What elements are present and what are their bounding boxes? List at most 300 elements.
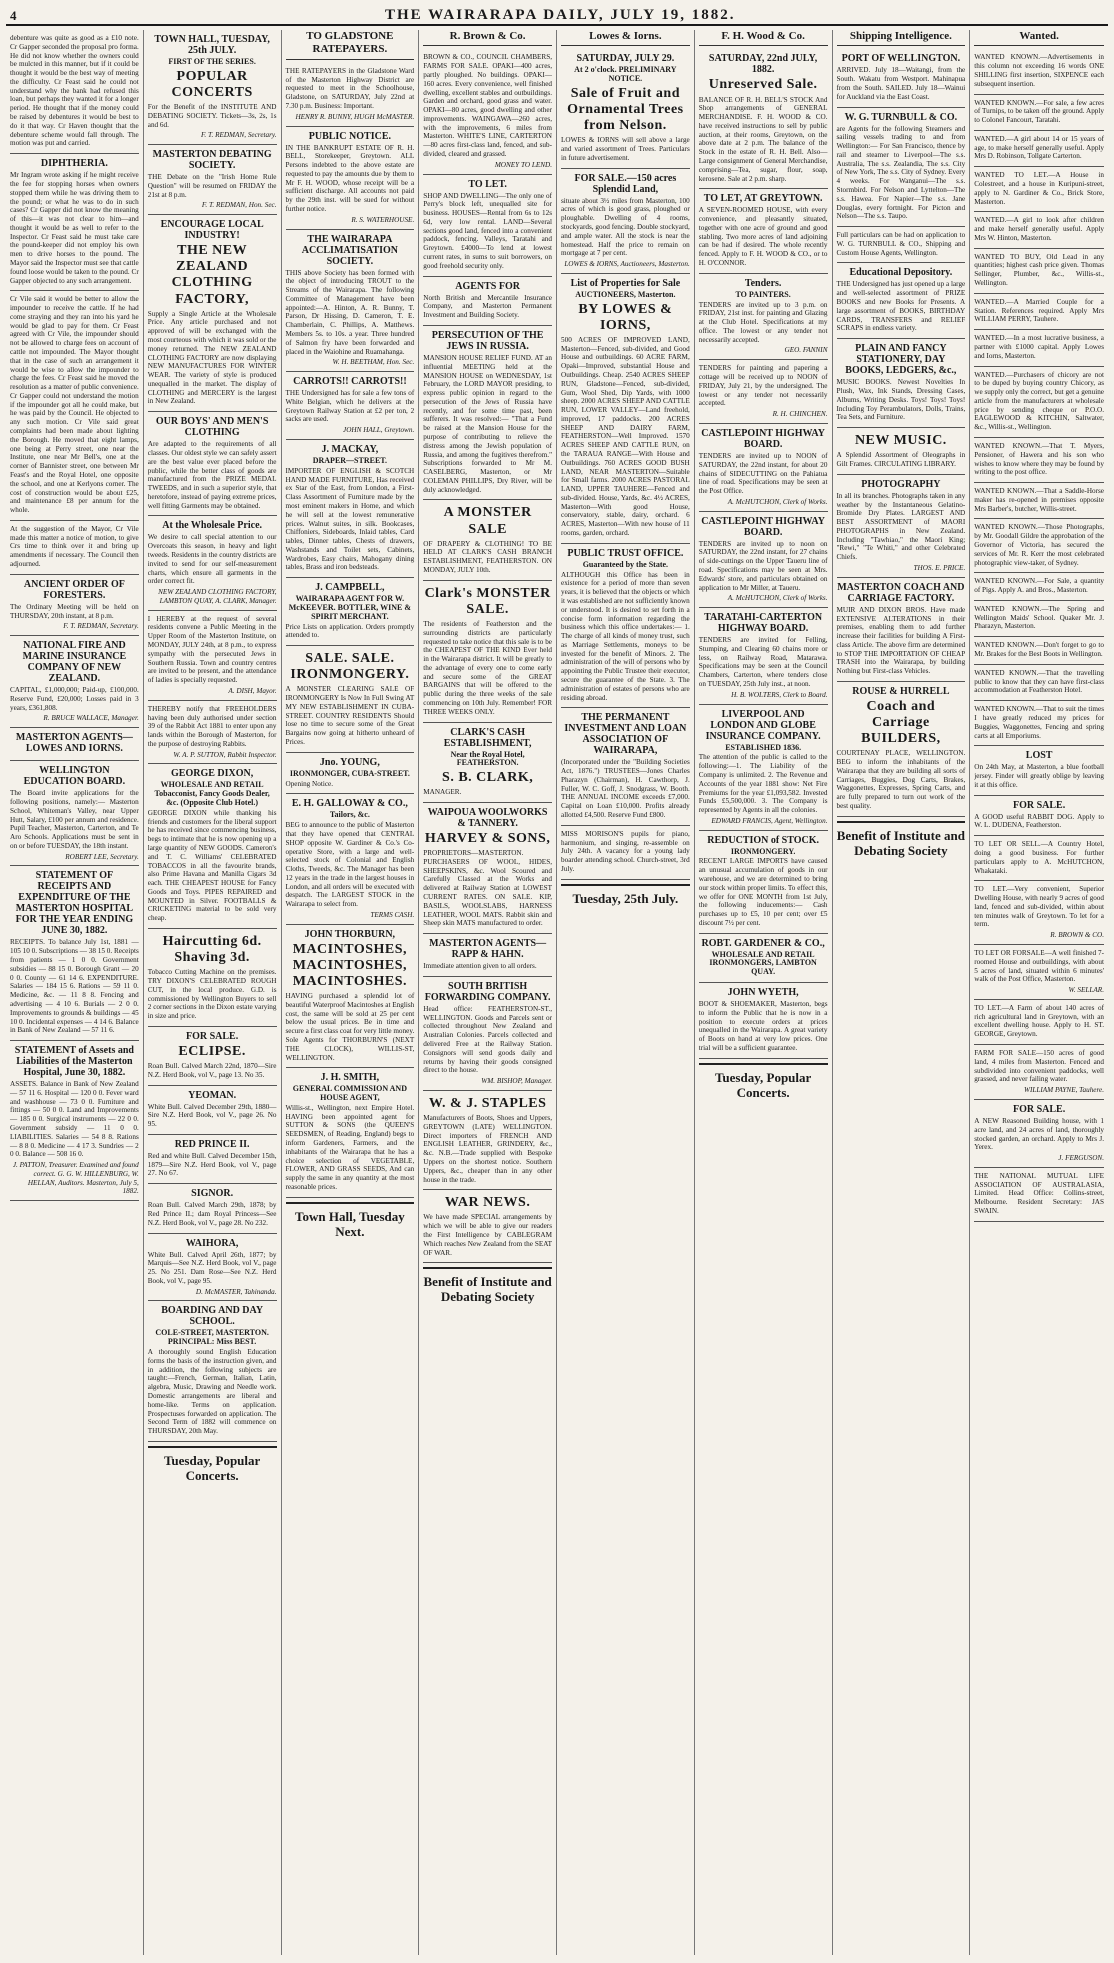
ad-subtitle: At 2 o'clock. PRELIMINARY NOTICE. <box>574 65 677 84</box>
advertisement <box>10 30 139 154</box>
ad-signature: JOHN HALL, Greytown. <box>343 426 415 435</box>
advertisement <box>423 1091 552 1190</box>
advertisement <box>148 215 277 412</box>
advertisement <box>974 483 1104 519</box>
column-4 <box>419 30 557 1955</box>
ad-title: JOHN WYETH, <box>727 987 799 999</box>
ad-body: WANTED KNOWN.—That a Saddle-Horse maker has re-opened in premises opposite Mrs Barber's, butcher, Willis-street. <box>974 487 1104 513</box>
ad-display-line: Unreserved Sale. <box>708 77 818 93</box>
ad-body: SHOP AND DWELLING—The only one of Perry's block left, unequalled site for business. HOUSES—Rental from 6s to 12s 6d, very low rental. LAND—Several sections good land, fenced into a convenient paddock, fencing. Valleys, Taratahi and Greytown. £4000—To lend at lowest current rates, in sums to suit borrowers, on good freehold security only. <box>423 191 552 270</box>
advertisement <box>286 372 415 440</box>
ad-body: ALTHOUGH this Office has been in existence for a period of more than seven years, it is believed that the objects or which it was established are not sufficiently known or understood. It is desired to set forth in a concise form information regarding the business which this office undertakes:— 1. The charge of all kinds of money trust, such as Marriage Settlements, moneys to be invested for the benefit of Minors. 2. The administration of the will of persons who by appointing the Public Trustee their executor, secure the guarantee of the State. 3. The administration of estates of persons who are residing abroad. <box>561 570 690 702</box>
ad-body: A MONSTER CLEARING SALE OF IRONMONGERY Is Now In Full Swing AT MY NEW ESTABLISHMENT IN CUBA-STREET. COUNTRY RESIDENTS Should lose no time to secure some of the Great Bargains now going at hitherto unheard of Prices. <box>285 685 415 747</box>
ad-title: At the Wholesale Price. <box>162 520 263 532</box>
ad-title: CASTLEPOINT HIGHWAY BOARD. <box>701 427 825 450</box>
ad-title: PLAIN AND FANCY STATIONERY, DAY BOOKS, LEDGERS, &c., <box>845 343 957 377</box>
ad-signature: WILLIAM PAYNE, Tauhere. <box>1024 1086 1104 1095</box>
advertisement <box>974 1045 1104 1100</box>
ad-title: FOR SALE.—150 acres Splendid Land, <box>574 172 677 195</box>
advertisement <box>148 701 277 765</box>
ad-body: IMPORTER OF ENGLISH & SCOTCH HAND MADE FURNITURE, Has received ex Star of the East, from London, a First-Class Assortment of Furniture made by the most eminent makers in Home, and which he will sell at the lowest remunerative prices. Walnut suites, in silk. Bookcases, Chiffoniers, Sideboards, Inlaid tables, Card tables, Dinner tables, Chests of drawers, Washstands and Toilet sets, Cabinets, Wardrobes, Easy chairs, Mahogany dining tables, Brass and iron bedsteads. <box>285 466 415 572</box>
ad-body: THIS above Society has been formed with the object of introducing TROUT to the Streams of the Wairarapa. The following Committee of Management have been appointed:—A. Hinton, A. R. Bunny, T. Parson, Dr Hissing, D. Cameron, T. E. Chamberlain, C. Phillips, A. Matthews. Members 5s. to 10s. a year. Three hundred of Salmon fry have been forwarded and placed in the Waiohine and Ruamahanga. <box>285 268 415 356</box>
advertisement <box>10 728 139 761</box>
column-footer-notice: Tuesday, Popular Concerts. <box>148 1446 277 1486</box>
advertisement <box>974 438 1104 483</box>
ad-signature: J. FERGUSON. <box>1058 1154 1104 1163</box>
ad-title: STATEMENT OF RECEIPTS AND EXPENDITURE OF THE MASTERTON HOSPITAL FOR THE YEAR ENDING JUNE 30, 1882. <box>15 870 134 937</box>
ad-title: LIVERPOOL AND LONDON AND GLOBE INSURANCE COMPANY. <box>705 708 821 742</box>
ad-body: (Incorporated under the "Building Societies Act, 1876.") TRUSTEES—Jones Charles Pharazyn (Chairman), H. Cawthorp, J. Fuller, W. C. Goff, J. Snodgrass, W. Booth. THE ANNUAL INCOME exceeds £7,000. Capital on Loan £10,000. Profits already allotted £4,500. Reserve Fund £800. <box>561 758 690 820</box>
ad-body: WANTED.—A girl to look after children and make herself generally useful. Apply Mrs W. Hinton, Masterton. <box>974 216 1104 242</box>
advertisement <box>974 836 1104 881</box>
ad-body: FARM FOR SALE—150 acres of good land, 4 miles from Masterton. Fenced and subdivided into convenient paddocks, well grassed, and never failing water. <box>974 1049 1104 1084</box>
ad-subtitle: WHOLESALE AND RETAIL Tobacconist, Fancy Goods Dealer, &c. (Opposite Club Hotel.) <box>154 780 270 808</box>
ad-body: 500 ACRES OF IMPROVED LAND, Masterton—Fenced, sub-divided, and Good House and outbuildings. 60 ACRE FARM, Opaki—Improved, substantial House and Outbuildings. Cheap. 2540 ACRES SHEEP RUN, Gladstone—Fenced, sub-divided, Gum, Wool Shed, Dip Yards, with 1000 sheep. 2000 ACRES SHEEP AND CATTLE RUN, LOWER VALLEY—Land freehold, improved, 17 paddocks. 200 ACRES SHEEP AND DAIRY FARM, FEATHERSTON—Well Improved. 1570 ACRES SHEEP AND CATTLE RUN, on the TARAUA RANGE—With House and Outbuildings. 760 ACRES GOOD BUSH LAND, NEAR MASTERTON—Suitable for Small farms. 2000 ACRES PASTORAL LAND, UPPER TAUHERE—Fenced and sub-divided. House, Yards, &c. 4½ ACRES, Masterton—With good House, conservatory, stable, dairy, orchard. 6 ACRES, Masterton—With new house of 11 rooms, garden, orchard. <box>561 335 690 538</box>
ad-title: NATIONAL FIRE AND MARINE INSURANCE COMPANY OF NEW ZEALAND. <box>22 640 127 685</box>
advertisement <box>699 705 828 831</box>
ad-body: TENDERS are invited for Felling, Stumping, and Clearing 60 chains more or less, on Railway Road, Matarawa. Specifications may be seen at the Council Chambers, Carterton, where tenders close on TUESDAY, 25th July inst., at noon. <box>698 636 828 689</box>
ad-body: PROPRIETORS—MASTERTON. PURCHASERS OF WOOL, HIDES, SHEEPSKINS, &c. Wool Scoured and Carefully Classed at the Works and delivered at Railway Station at LOWEST CURRENT RATES. ON SALE. KIP, BASILS, WOOLSLABS, HARNESS LEATHER, WOOL MATS. Rabbit skin and Sheep skin MATS manufactured to order. <box>423 849 552 928</box>
ad-body: WANTED TO LET.—A House in Colestreet, and a house in Kuripuni-street, apply to N. Gardiner & Co., Brick Store, Masterton. <box>974 171 1104 206</box>
ad-signature: THOS. E. PRICE. <box>913 563 966 572</box>
ad-subtitle: ESTABLISHED 1836. <box>725 742 802 752</box>
advertisement <box>974 637 1104 665</box>
ad-body: HAVING purchased a splendid lot of beautiful Waterproof Macintoshes at English cost, the same will be sold at 25 per cent below the usual prices. Be in time and secure a first class coat for very little money. Sole Agents for THORBURN'S (NEXT THE CLOCK), WILLIS-ST, WELLINGTON. <box>285 992 415 1062</box>
ad-body: WANTED.—A Married Couple for a Station. References required. Apply Mrs WILLIAM PERRY, Tauhere. <box>974 297 1104 324</box>
advertisement <box>974 796 1104 837</box>
advertisement <box>837 49 966 107</box>
ad-body: WANTED KNOWN.—That T. Myers, Pensioner, of Hawera and his son who wishes to know where they may be found by writing to the post office. <box>974 441 1104 477</box>
ad-body: A NEW Reasoned Building house, with 1 acre land, and 24 acres of land, thoroughly stocked garden, an orchard. Apply to Mrs J. Yerex. <box>974 1116 1104 1152</box>
advertisement <box>699 934 828 983</box>
advertisement <box>423 803 552 934</box>
ad-title: THE WAIRARAPA ACCLIMATISATION SOCIETY. <box>301 233 399 267</box>
ad-body: GEORGE DIXON while thanking his friends and customers for the liberal support he has received since commencing business, begs to intimate that he is now opening up a large quantity of NEW GOODS. Cameron's and T. C. Williams' CELEBRATED TOBACCOS in all the favourite brands, also Prime Havana and Manilla Cigars 3d each. THE CHEAPEST HOUSE for Fancy Goods and Toys. PIPES REPAIRED and MOUNTED in Silver. FOOTBALLS & CRICKETING material to be sold very cheap. <box>147 808 277 923</box>
ad-subtitle: WHOLESALE AND RETAIL IRONMONGERS, LAMBTON QUAY. <box>709 949 817 977</box>
ad-display-line: A MONSTER SALE <box>443 505 532 537</box>
advertisement <box>423 934 552 977</box>
column-footer-notice: Tuesday, Popular Concerts. <box>699 1063 828 1103</box>
ad-title: WAIHORA, <box>185 1237 239 1249</box>
column-heading: R. Brown & Co. <box>423 30 552 46</box>
column-footer-notice: Town Hall, Tuesday Next. <box>286 1202 415 1242</box>
advertisement <box>699 983 828 1059</box>
ad-signature: HENRY R. BUNNY, HUGH McMASTER. <box>295 112 415 121</box>
ad-title: Jno. YOUNG, <box>319 756 380 768</box>
ad-body: MISS MORISON'S pupils for piano, harmonium, and singing, re-assemble on July 24th. A vacancy for a young lady boarder attending school. Church-street, 3rd July. <box>561 829 690 873</box>
advertisement <box>974 665 1104 701</box>
advertisement <box>286 63 415 127</box>
ad-display-line: BY LOWES & IORNS, <box>578 301 673 333</box>
ad-title: FOR SALE. <box>1013 799 1066 811</box>
column-6 <box>695 30 833 1955</box>
ad-title: GEORGE DIXON, <box>171 768 254 780</box>
advertisement <box>837 578 966 682</box>
ad-display-line: HARVEY & SONS, <box>424 831 551 846</box>
ad-body: RECEIPTS. To balance July 1st, 1881 — 105 10 0. Subscriptions — 38 15 0. Receipts from patients — 1 0 0. Government subsidies — 88 15 0. Borough Grant — 20 0 0. County — 61 14 6. EXPENDITURE. Salaries — 184 15 6. Rations — 59 11 0. Medicine, &c. — 11 8 8. Fencing and advertising — 4 10 6. Burials — 2 0 0. Improvements to grounds & buildings — 45 10 0. Incidental expenses — 4 14 6. Balance in Bank of New Zealand — 57 11 6. <box>10 938 139 1035</box>
advertisement <box>837 428 966 475</box>
advertisement <box>699 49 828 189</box>
ad-signature: R. S. WATERHOUSE. <box>351 215 415 224</box>
advertisement <box>837 682 966 817</box>
ad-subtitle: DRAPER—STREET. <box>312 456 388 466</box>
ad-body: WANTED KNOWN.—For Sale, a quantity of Pigs. Apply A. and Bros., Masterton. <box>974 577 1104 595</box>
ad-display-line: SALE. SALE. IRONMONGERY. <box>290 651 410 683</box>
ad-title: MASTERTON DEBATING SOCIETY. <box>152 149 272 172</box>
ad-body: ASSETS. Balance in Bank of New Zealand — 57 11 6. Hospital — 120 0 0. Fever ward and washhouse — 73 0 0. Furniture and fittings — 50 0 0. Land and Improvements — 185 0 0. Surgical instruments — 22 0 0. Government subsidy — 11 0 0. LIABILITIES. Salaries — 54 8 8. Rations — 8 8 0. Medicine — 4 17 3. Sundries — 2 0 0. Balance — 508 16 0. <box>10 1080 139 1159</box>
ad-signature: MONEY TO LEND. <box>494 160 552 169</box>
ad-display-line: ECLIPSE. <box>178 1043 246 1059</box>
advertisement <box>837 339 966 428</box>
advertisement <box>10 761 139 866</box>
ad-body: Willis-st., Wellington, next Empire Hotel. HAVING been appointed agent for SUTTON & SONS (the QUEEN'S SEEDSMEN, of Reading, England) begs to inform Gardeners, Farmers, and the inhabitants of the Wairarapa that he has a choice selection of VEGETABLE, FLOWER, AND GRASS SEEDS, And can supply the same in any quantity at the most reasonable prices. <box>285 1103 415 1191</box>
advertisement <box>148 30 277 145</box>
advertisement <box>837 227 966 263</box>
advertisement <box>699 512 828 608</box>
ad-body: THE NATIONAL MUTUAL LIFE ASSOCIATION OF AUSTRALASIA, Limited. Head Office: Collins-street, Melbourne. Resident Secretary: JAS SWAIN. <box>974 1171 1104 1215</box>
ad-title: CARROTS!! CARROTS!! <box>293 376 407 388</box>
advertisement <box>286 1068 415 1197</box>
ad-body: North British and Mercantile Insurance Company, and Masterton Permanent Investment and Building Society. <box>423 293 552 320</box>
ad-body: A Splendid Assortment of Oleographs in Gilt Frames. CIRCULATING LIBRARY. <box>836 451 966 468</box>
advertisement <box>974 746 1104 795</box>
ad-signature: F. T. REDMAN, Hon. Sec. <box>201 201 277 210</box>
column-5 <box>557 30 695 1955</box>
ad-title: LOST <box>1025 750 1053 762</box>
advertisement <box>286 794 415 924</box>
advertisement <box>286 578 415 646</box>
ad-body: IN THE BANKRUPT ESTATE OF R. H. BELL, Storekeeper, Greytown. ALL Persons indebted to the above estate are requested to pay the amounts due by them to Mr F. H. WOOD, whose receipt will be a sufficient discharge. All accounts not paid by the 29th inst. will be sued for without further notice. <box>285 143 415 213</box>
ad-display-line: Clark's MONSTER SALE. <box>424 585 551 617</box>
advertisement <box>423 581 552 723</box>
ad-body: Mr Ingram wrote asking if he might receive the fee for stopping horses when owners stopped them while he was driving them to the pound; or what he was to do in such cases? Cr Gapper did not know the meaning of this—it was not clear to him—and thought it would be as well to refer to the Inspector. Cr Feast said he must take care the pound-keeper did not employ his own men to drive horses to the pound. The Mayor said the Inspector must see that cattle found loose would be taken to the pound. Cr Gapper objected to any such arrangement. <box>10 171 139 285</box>
ad-body: LOWES & IORNS will sell above a large and varied assortment of Trees. Particulars in future advertisement. <box>561 136 690 162</box>
ad-title: JOHN THORBURN, <box>304 928 396 940</box>
ad-body: Cr Vile said it would be better to allow the impounder to receive the cattle. If he had come straying and they ran into his yard he would be glad to pay for them. Cr Feast agreed with Cr Vile, the impounder should not be allowed to charge fees on account of cattle not impounded. The Mayor thought that in the case of such an arrangement it would be wise to allow the impounder to charge the fees. Cr Feast said he moved the resolution as a matter of public convenience. Cr Gapper could not understand the motion if the impounder got all he could make, but he was paid by the Council. He objected to any such motion. Cr Vile said great complaints had been made about lighting the Borough. He moved that eight lamps, one being at Perry street, one near the Institute, one near Mr Bell's, one at the corner of Bannister street, one between Mr Feast's and the Royal Hotel, one opposite the school, and one at Kerlyons corner. The cost of construction would be about £25, and maintenance £8 per annum for the whole. <box>10 295 139 515</box>
ad-body: At the suggestion of the Mayor, Cr Vile made this matter a notice of motion, to give Crs time to think over it and bring up amendments if necessary. The Council then adjourned. <box>10 524 139 568</box>
ad-body: situate about 3½ miles from Masterton, 100 acres of which is good grass, ploughed or ploughable. Dwelling of 4 rooms, stockyards, good fencing. Double stockyard, and ample water. All the stock is near the homestead. Half the price to remain on mortgage at 7 per cent. <box>561 196 690 258</box>
ad-title: SATURDAY, JULY 29. <box>576 53 675 65</box>
advertisement <box>148 611 277 701</box>
ad-body: WANTED KNOWN.—Those Photographs, by Mr. Goodall Gildre the approbation of the Governor of Victoria, has secured the services of Mr. R. Kerr the most celebrated photographic view-taker, of Sydney. <box>974 523 1104 567</box>
ad-body: MUSIC BOOKS. Newest Novelties In Plush, Wax, Ink Stands, Dressing Cases, Albums, Writing Desks. Toys! Toys! Toys! Including Toy Perambulators, Dolls, Trains, Tea Sets, and Furniture. <box>836 378 966 422</box>
ad-subtitle: WAIRARAPA AGENT FOR W. McKEEVER. BOTTLER, WINE & SPIRIT MERCHANT. <box>288 594 412 621</box>
advertisement <box>699 274 828 360</box>
ad-display-line: S. B. CLARK, <box>442 770 534 786</box>
ad-body: Tobacco Cutting Machine on the premises. TRY DIXON'S CELEBRATED ROUGH CUT, in the local produce. G.D. is commissioned by Wellington Buyers to sell 2 corner sections in the Dixon estate varying in size and price. <box>147 968 277 1021</box>
ad-subtitle: FIRST OF THE SERIES. <box>168 57 256 66</box>
ad-body: WANTED KNOWN.—Don't forget to go to Mr. Brakes for the Best Boots in Wellington. <box>974 641 1104 659</box>
advertisement <box>699 189 828 273</box>
ad-title: ANCIENT ORDER OF FORESTERS. <box>23 578 125 601</box>
advertisement <box>423 500 552 580</box>
ad-signature: WM. BISHOP, Manager. <box>481 1077 552 1086</box>
ad-signature: NEW ZEALAND CLOTHING FACTORY, LAMBTON QUAY, A. CLARK, Manager. <box>158 588 277 605</box>
ad-title: TO LET. <box>468 178 507 190</box>
advertisement <box>974 212 1104 248</box>
advertisement <box>974 701 1104 746</box>
advertisement <box>561 826 690 880</box>
ad-signature: GEO. FANNIN <box>784 346 828 355</box>
ad-body: Red and white Bull. Calved December 15th, 1879—Sire N.Z. Herd Book, vol V., page 27. No 67. <box>147 1151 277 1178</box>
column-heading: Shipping Intelligence. <box>837 30 966 46</box>
ad-title: E. H. GALLOWAY & CO., <box>291 798 408 810</box>
ad-body: MANSION HOUSE RELIEF FUND. AT an influential MEETING held at the MANSION HOUSE on WEDNESDAY, 1st February, the LORD MAYOR presiding, to express public opinion in regard to the persecution of the Jews of Russia have recently, and for some time past, been sufferers. It was resolved:— "That a Fund be raised at the Mansion House for the purpose of contributing to relieve the distress among the Jewish population of Russia, and among the fugitives therefrom." Subscriptions forwarded to Mr M. CASELBERG, Masterton, or Mr COLEMAN PHILLIPS, Dry River, will be duly acknowledged. <box>423 353 552 494</box>
advertisement <box>699 424 828 512</box>
advertisement <box>561 49 690 168</box>
advertisement <box>148 1135 277 1184</box>
ad-body: Roan Bull. Calved March 22nd, 1870—Sire N.Z. Herd Book, vol V., page 13. No 35. <box>147 1061 277 1079</box>
advertisement <box>699 360 828 424</box>
ad-body: WANTED TO BUY, Old Lead in any quantities; highest cash price given. Thomas Sellinger, Plumber, &c., Willis-st., Wellington. <box>974 252 1104 288</box>
column-heading: F. H. Wood & Co. <box>699 30 828 46</box>
advertisement <box>286 440 415 578</box>
column-1 <box>6 30 144 1955</box>
advertisement <box>10 866 139 1041</box>
ad-body: RECENT LARGE IMPORTS have caused an unusual accumulation of goods in our warehouse, and we are determined to bring our stock within proper limits. To effect this, we offer for ONE MONTH from 1st July, the following inducements:— Cash purchases up to £5, 10 per cent; over £5 discount 7½ per cent. <box>698 857 828 927</box>
ad-title: BOARDING AND DAY SCHOOL. <box>161 1305 264 1328</box>
column-heading: TO GLADSTONE RATEPAYERS. <box>286 30 415 60</box>
advertisement <box>423 326 552 501</box>
page-number: 4 <box>10 8 17 23</box>
ad-title: MASTERTON AGENTS—LOWES AND IORNS. <box>15 732 133 755</box>
ad-body: WANTED KNOWN.—Advertisements in this column not exceeding 16 words ONE SHILLING first insertion, SIXPENCE each subsequent insertion. <box>974 53 1104 88</box>
ad-display-line: POPULAR CONCERTS <box>171 68 253 100</box>
ad-subtitle: IRONMONGER, CUBA-STREET. <box>289 768 410 778</box>
ad-title: PUBLIC NOTICE. <box>308 130 391 142</box>
advertisement <box>974 519 1104 573</box>
ad-title: PERSECUTION OF THE JEWS IN RUSSIA. <box>431 329 544 352</box>
ad-title: DIPHTHERIA. <box>40 158 108 170</box>
ad-body: TENDERS are invited up to NOON of SATURDAY, the 22nd instant, for about 20 chains of SIDECUTTING on the Pahiatua line of road. Specifications may be seen at the Post Office. <box>698 451 828 496</box>
ad-signature: EDWARD FRANCIS, Agent, Wellington. <box>711 816 828 825</box>
ad-title: OUR BOYS' AND MEN'S CLOTHING <box>155 416 269 439</box>
ad-body: The residents of Featherston and the surrounding districts are particularly requested to take notice that this sale is to be the CHEAPEST OF THE KIND Ever held in the Wairarapa district. It will be greatly to the advantage of every one to come early and secure some of the GREAT BARGAINS that will be offered to the public during the three weeks of the sale commencing on 10th July. Remember! FOR THREE WEEKS ONLY. <box>423 619 552 716</box>
column-8 <box>970 30 1108 1955</box>
ad-title: PORT OF WELLINGTON. <box>841 53 961 65</box>
ad-title: STATEMENT of Assets and Liabilities of the Masterton Hospital, June 30, 1882. <box>14 1045 134 1079</box>
ad-body: TO LET.—Very convenient, Superior Dwelling House, with nearly 9 acres of good land, fenced and sub-divided, within about ten minutes walk of Greytown. To let for a term. <box>974 885 1104 929</box>
ad-body: WANTED KNOWN.—That to suit the times I have greatly reduced my prices for Buggies, Waggonettes, Fencing and spring carts at all Emporiums. <box>974 705 1104 740</box>
advertisement <box>699 608 828 704</box>
page-title: THE WAIRARAPA DAILY, JULY 19, 1882. <box>384 7 736 23</box>
advertisement <box>837 475 966 578</box>
advertisement <box>148 1027 277 1086</box>
ad-body: WANTED.—A girl about 14 or 15 years of age, to make herself generally useful. Apply Mrs D. Robinson, Tollgate Carterton. <box>974 134 1104 161</box>
column-footer-notice: Tuesday, 25th July. <box>561 884 690 909</box>
ad-title: J. MACKAY, <box>321 444 379 456</box>
ad-body: White Bull. Calved December 29th, 1880—Sire N.Z. Herd Book, vol V., page 26. No 95. <box>147 1102 277 1129</box>
ad-body: Head office: FEATHERSTON-ST., WELLINGTON. Goods and Parcels sent or collected throughout New Zealand and Australian Colonies. Parcels collected and delivered Free at the Railway Station. Consignors will send goods daily and returns by having their goods consigned direct to the house. <box>423 1004 552 1075</box>
ad-body: The Board invite applications for the following positions, namely:— Masterton School, Whiteman's Valley, near Upper Hutt, Salary, £100 per annum and residence. Pupil Teacher, Masterton, Carterton, and Te Aro Schools. Applications must be sent in on or before TUESDAY, the 18th instant. <box>10 789 139 850</box>
ad-body: THEREBY notify that FREEHOLDERS having been duly authorised under section 39 of the Rabbit Act 1881 to enter upon any lands within the Borough of Masterton, for the purpose of destroying Rabbits. <box>147 704 277 748</box>
ad-title: Educational Depository. <box>849 267 953 279</box>
ad-body: Are adapted to the requirements of all classes. Our oldest style we can safely assert are the best value ever placed before the public, while the better class of goods are manufactured from the PRIZE MEDAL TWEEDS, and in such a superior style, that heretofore, instead of paying extreme prices, well fitting Garments may be obtained. <box>147 440 277 510</box>
advertisement <box>148 764 277 929</box>
ad-title: J. H. SMITH, <box>320 1072 380 1084</box>
ad-body: Supply a Single Article at the Wholesale Price. Any article purchased and not approved of will be exchanged with the most courteous with which it was sold or the money returned. The NEW ZEALAND CLOTHING FACTORY are now displaying NEW MANUFACTURES FOR WINTER WEAR. The variety of style is produced unequalled in the market. The display of CLOTHING and MERCERY is the largest in New Zealand. <box>147 309 277 406</box>
ad-subtitle: Tailors, &c. <box>329 810 370 820</box>
ad-body: MANAGER. <box>423 788 462 797</box>
ad-body: TO LET.—A Farm of about 140 acres of rich agricultural land in Greytown, with an excellent dwelling house. Apply to H. ST. GEORGE, Greytown. <box>974 1003 1104 1039</box>
advertisement <box>974 945 1104 1000</box>
advertisement <box>148 1301 277 1441</box>
ad-title: WELLINGTON EDUCATION BOARD. <box>23 765 126 788</box>
advertisement <box>10 1041 139 1201</box>
advertisement <box>974 49 1104 94</box>
ad-signature: F. T. REDMAN, Secretary. <box>200 131 277 140</box>
ad-body: TENDERS are invited up to noon on SATURDAY, the 22nd instant, for 27 chains of side-cuttings on the Upper Taueru line of road. Specifications may be seen at Mrs. Edwards' store, and particulars obtained on application to Mr Miller, at Taueru. <box>698 539 828 592</box>
advertisement <box>974 881 1104 945</box>
ad-subtitle: TO PAINTERS. <box>735 289 791 299</box>
ad-body: WANTED.—Purchasers of chicory are not to be duped by buying country Chicory, as we supply only the correct, but get a genuine article from the manufacturers at wholesale price by sending cheque or P.O.O. EAGLEWOOD & KITCHIN, Saltwater, &c., Willis-st., Wellington. <box>974 370 1104 432</box>
ad-title: Tenders. <box>744 277 782 289</box>
ad-body: The attention of the public is called to the following:—1. The Liability of the Company is unlimited. 2. The Revenue and Accounts of the year 1881 show: Net Fire Premiums for the year £1,093,582. Invested Funds £5,500,000. 3. The Company is represented by Agents in all the colonies. <box>698 753 828 815</box>
ad-body: WANTED KNOWN.—For sale, a few acres of Turnips, to be taken off the ground. Apply to Colonel Fancourt, Taratahi. <box>974 98 1104 125</box>
advertisement <box>561 544 690 709</box>
advertisement <box>974 294 1104 330</box>
ad-display-line: Haircutting 6d. Shaving 3d. <box>162 933 262 966</box>
ad-signature: ROBERT LEE, Secretary. <box>65 852 139 861</box>
ad-signature: A. McHUTCHON, Clerk of Works. <box>727 594 828 603</box>
ad-signature: W. SELLAR. <box>1068 986 1104 995</box>
ad-title: ENCOURAGE LOCAL INDUSTRY! <box>160 219 264 242</box>
ad-signature: TERMS CASH. <box>370 911 415 919</box>
ad-signature: R. BRUCE WALLACE, Manager. <box>43 714 139 723</box>
ad-title: TO LET, AT GREYTOWN. <box>703 193 823 205</box>
ad-title: W. G. TURNBULL & CO. <box>844 111 958 123</box>
ad-body: I HEREBY at the request of several residents convene a Public Meeting in the Upper Room of the Masterton Institute, on MONDAY, JULY 24th, at 8 p.m., to express sympathy with the persecuted Jews in Southern Russia. Town and country centres are invited to be present, and the attendance of ladies is specially requested. <box>147 614 277 685</box>
ad-signature: W. H. BEETHAM, Hon. Sec. <box>332 358 415 367</box>
ad-signature: D. McMASTER, Tahinanda. <box>195 1287 277 1296</box>
advertisement <box>974 95 1104 131</box>
column-3 <box>282 30 420 1955</box>
ad-display-line: WAR NEWS. <box>444 1195 531 1211</box>
advertisement <box>561 169 690 274</box>
ad-title: AGENTS FOR <box>455 280 520 292</box>
ad-body: Opening Notice. <box>285 779 334 788</box>
ad-display-line: Coach and Carriage BUILDERS, <box>861 699 941 747</box>
advertisement <box>148 1184 277 1233</box>
ad-title: REDUCTION of STOCK. <box>707 834 820 846</box>
ad-title: FOR SALE. <box>1013 1103 1066 1115</box>
advertisement <box>10 154 139 291</box>
ad-body: The Ordinary Meeting will be held on THURSDAY, 20th instant, at 8 p.m. <box>10 602 139 620</box>
advertisement <box>974 131 1104 167</box>
masthead <box>6 4 1108 26</box>
advertisement <box>974 573 1104 601</box>
ad-title: ROUSE & HURRELL <box>852 686 950 697</box>
advertisement <box>423 49 552 174</box>
advertisement <box>837 108 966 228</box>
ad-title: ROBT. GARDENER & CO., <box>701 937 825 949</box>
advertisement <box>423 1190 552 1263</box>
ad-subtitle: Near the Royal Hotel, FEATHERSTON. <box>450 749 525 768</box>
advertisement <box>974 601 1104 637</box>
ad-title: PHOTOGRAPHY <box>861 478 941 490</box>
ad-signature: R. BROWN & CO. <box>1050 931 1104 940</box>
advertisement <box>974 249 1104 294</box>
ad-body: In all its branches. Photographs taken in any weather by the Instantaneous Gelatino-Bromide Dry Plates. LARGEST AND BEST ASSORTMENT of MAORI PHOTOGRAPHS in New Zealand. Including "Tawhiao," the Maori King; "Rewi," "Te Whiti," and other Celebrated Chiefs. <box>836 491 966 562</box>
ad-body: WANTED KNOWN.—That the travelling public to know that they can have first-class accommodation at Featherston Hotel. <box>974 668 1104 695</box>
ad-title: CASTLEPOINT HIGHWAY BOARD. <box>701 515 825 538</box>
ad-signature: R. H. CHINCHEN. <box>772 410 828 419</box>
advertisement <box>10 521 139 575</box>
ad-signature: A. McHUTCHON, Clerk of Works. <box>727 497 828 506</box>
ad-body: TENDERS are invited up to 3 p.m. on FRIDAY, 21st inst. for painting and Glazing at the Club Hotel. Specifications at my office. The lowest or any tender not necessarily accepted. <box>698 300 828 344</box>
ad-body: We desire to call special attention to our Overcoats this season, in heavy and light tweeds. Residents in the country districts are invited to send for our self-measurement charts, which ensure all garments in the order correct fit. <box>147 533 277 586</box>
columns-grid <box>6 30 1108 1955</box>
ad-display-line: Sale of Fruit and Ornamental Trees from Nelson. <box>567 86 684 134</box>
ad-display-line: THE NEW ZEALAND CLOTHING FACTORY, <box>171 243 253 307</box>
ad-body: WANTED.—In a most lucrative business, a partner with £1000 capital. Apply Lowes and Iorns, Masterton. <box>974 334 1104 360</box>
advertisement <box>974 1100 1104 1168</box>
advertisement <box>10 636 139 728</box>
column-heading: Lowes & Iorns. <box>561 30 690 46</box>
advertisement <box>423 977 552 1091</box>
ad-signature: LOWES & IORNS, Auctioneers, Masterton. <box>564 260 690 269</box>
ad-body: Full particulars can be had on application to W. G. TURNBULL & CO., Shipping and Custom House Agents, Wellington. <box>836 231 966 257</box>
advertisement <box>286 230 415 373</box>
advertisement <box>974 1000 1104 1045</box>
ad-title: PUBLIC TRUST OFFICE. <box>567 547 684 559</box>
ad-body: ARRIVED. July 18—Waitangi, from the South. Wakatu from Westport. Mahinapua from the South. SAILED. July 18—Wainui for Auckland via the East Coast. <box>836 66 966 101</box>
advertisement <box>699 831 828 934</box>
column-footer-notice: Benefit of Institute and Debating Society <box>837 821 966 861</box>
ad-body: THE Undersigned has for sale a few tons of White Belgian, which he delivers at the Greytown Railway Station at £2 per ton, 2 sacks are used. <box>285 389 415 424</box>
column-heading: Wanted. <box>974 30 1104 46</box>
advertisement <box>10 575 139 636</box>
ad-title: MASTERTON COACH AND CARRIAGE FACTORY. <box>837 581 965 604</box>
column-2 <box>144 30 282 1955</box>
advertisement <box>148 412 277 516</box>
ad-body: WANTED KNOWN.—The Spring and Wellington Maids' School. Quaker Mr. J. Pharazyn, Masterton. <box>974 604 1104 631</box>
advertisement <box>561 708 690 825</box>
ad-title: SATURDAY, 22nd JULY, 1882. <box>708 53 818 76</box>
ad-title: YEOMAN. <box>188 1089 237 1101</box>
ad-title: TARATAHI-CARTERTON HIGHWAY BOARD. <box>704 612 823 635</box>
column-footer-notice: Benefit of Institute and Debating Society <box>423 1267 552 1307</box>
ad-display-line: W. & J. STAPLES <box>428 1095 547 1111</box>
ad-body: Roan Bull. Calved March 29th, 1878; by Red Prince II.; dam Royal Princess—See N.Z. Herd Book, vol V., page 28. No 232. <box>147 1201 277 1227</box>
advertisement <box>10 291 139 521</box>
ad-title: SOUTH BRITISH FORWARDING COMPANY. <box>424 980 551 1003</box>
ad-subtitle: GENERAL COMMISSION AND HOUSE AGENT, <box>292 1084 407 1103</box>
ad-subtitle: IRONMONGERY. <box>730 846 796 856</box>
ad-subtitle: Guaranteed by the State. <box>582 559 669 569</box>
advertisement <box>148 1086 277 1135</box>
column-7 <box>833 30 971 1955</box>
ad-title: THE PERMANENT INVESTMENT AND LOAN ASSOCIATION OF WAIRARAPA, <box>564 712 687 757</box>
advertisement <box>974 330 1104 366</box>
ad-body: TO LET OR FORSALE—A well finished 7-roomed House and outbuildings, with about 5 acres of land, situated within 6 minutes' walk of the Post Office, Masterton. <box>974 949 1104 984</box>
ad-title: MASTERTON AGENTS—RAPP & HAHN. <box>429 938 547 961</box>
ad-body: BOOT & SHOEMAKER, Masterton, begs to inform the Public that he is now in a position to execute orders at prices unequalled in the Wairarapa. A great variety of Boots on hand at very low prices. One trial will be a sufficient guarantee. <box>698 1000 828 1052</box>
advertisement <box>974 1168 1104 1222</box>
ad-body: TENDERS for painting and papering a cottage will be received up to NOON of FRIDAY, July 21, by the undersigned. The lowest or any tender not necessarily accepted. <box>698 364 828 408</box>
ad-body: A SEVEN-ROOMED HOUSE, with every convenience, and pleasantly situated, together with one acre of ground and good stabling. Two more acres of land adjoining can be had if desired. The whole recently fenced. Apply to F. H. WOOD & CO., or to H. O'CONNOR. <box>698 206 828 267</box>
advertisement <box>423 175 552 277</box>
ad-body: Price Lists on application. Orders promptly attended to. <box>285 622 415 640</box>
advertisement <box>561 274 690 544</box>
ad-body: A thoroughly sound English Education forms the basis of the instruction given, and in addition, the following subjects are taught:—French, German, Italian, Latin, algebra, Music, Drawing and Needle work. Domestic arrangements are liberal and home-like. Terms on application. Prospectuses forwarded on application. The Second Term of 1882 will commence on THURSDAY, 20th May. <box>147 1348 277 1436</box>
ad-subtitle: AUCTIONEERS, Masterton. <box>575 289 676 299</box>
advertisement <box>423 723 552 803</box>
ad-body: TO LET OR SELL.—A Country Hotel, doing a good business. For further particulars apply to A. McHUTCHON, Whakataki. <box>974 840 1104 875</box>
advertisement <box>148 929 277 1027</box>
ad-body: THE Undersigned has just opened up a large and well-selected assortment of PRIZE BOOKS and new Books for Presents. A large assortment of BOOKS, BIRTHDAY CARDS, TRANSFERS and RELIEF SCRAPS in endless variety. <box>836 280 966 333</box>
advertisement <box>148 145 277 215</box>
